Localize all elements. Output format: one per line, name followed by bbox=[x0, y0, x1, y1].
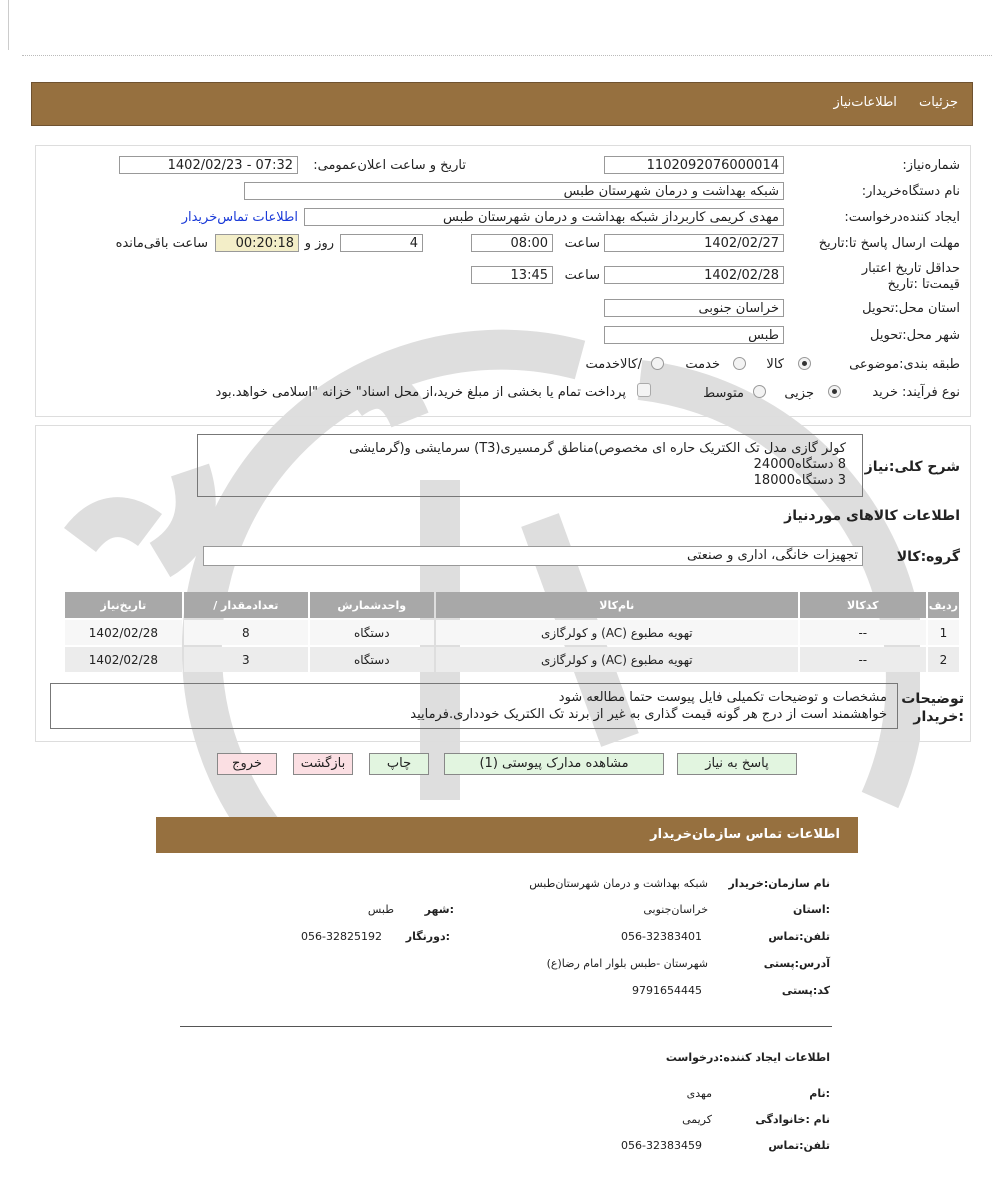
org-value: شبکه بهداشت و درمان شهرستان‌طبس bbox=[529, 877, 708, 890]
days-label: روز و bbox=[304, 236, 334, 251]
buyer-contact-bar bbox=[156, 817, 858, 853]
cell-unit: دستگاه bbox=[310, 647, 434, 672]
category-goods-label: کالا bbox=[766, 357, 784, 372]
print-button[interactable]: چاپ bbox=[369, 753, 429, 775]
province-field: خراسان جنوبی bbox=[604, 299, 784, 317]
remaining-label: ساعت باقی‌مانده bbox=[115, 236, 208, 251]
validity-date-field: 1402/02/28 bbox=[604, 266, 784, 284]
requester-field: مهدی کریمی کاربرداز شبکه بهداشت و درمان شهرستان طبس bbox=[304, 208, 784, 226]
description-label: شرح کلی:نیاز bbox=[864, 459, 960, 475]
contact-postal-value: 9791654445 bbox=[632, 984, 702, 997]
buyer-org-label: نام دستگاه‌خریدار: bbox=[861, 184, 960, 199]
contact-phone-label: تلفن:تماس bbox=[768, 930, 830, 943]
deadline-date-field: 1402/02/27 bbox=[604, 234, 784, 252]
validity-time-label: ساعت bbox=[564, 268, 600, 283]
creator-last-name-label: نام :خانوادگی bbox=[755, 1113, 830, 1126]
province-label: استان محل:تحویل bbox=[862, 301, 960, 316]
contact-address-value: شهرستان -طبس بلوار امام رضا(ع) bbox=[546, 957, 708, 970]
buyer-notes-box bbox=[50, 683, 898, 729]
cell-code: -- bbox=[800, 620, 926, 645]
page-header-bar bbox=[31, 82, 973, 126]
contact-divider bbox=[180, 1026, 832, 1027]
cell-unit: دستگاه bbox=[310, 620, 434, 645]
cell-quantity: 3 bbox=[184, 647, 308, 672]
tab-need-info[interactable]: اطلاعات‌نیاز bbox=[833, 95, 897, 110]
cell-need-date: 1402/02/28 bbox=[65, 647, 182, 672]
buyer-contact-title: اطلاعات تماس سازمان‌خریدار bbox=[650, 827, 840, 842]
col-row: ردیف bbox=[928, 592, 959, 618]
description-line-1: کولر گازی مدل تک الکتریک حاره ای مخصوص)مناطق گرمسیری(T3) سرمایشی و(گرمایشی bbox=[349, 441, 846, 456]
col-code: کدکالا bbox=[800, 592, 926, 618]
exit-button[interactable]: خروج bbox=[217, 753, 277, 775]
description-box bbox=[197, 434, 863, 497]
col-unit: واحدشمارش bbox=[310, 592, 434, 618]
contact-city-label: :شهر bbox=[424, 903, 454, 916]
goods-group-label: گروه:کالا bbox=[896, 549, 960, 565]
days-field: 4 bbox=[340, 234, 423, 252]
goods-group-field: تجهیزات خانگی، اداری و صنعتی bbox=[203, 546, 863, 566]
buyer-contact-link[interactable]: اطلاعات تماس‌خریدار bbox=[181, 210, 298, 225]
cell-need-date: 1402/02/28 bbox=[65, 620, 182, 645]
description-line-2: 8 دستگاه24000 bbox=[753, 457, 846, 472]
cell-quantity: 8 bbox=[184, 620, 308, 645]
process-minor-label: جزیی bbox=[784, 386, 814, 401]
validity-time-field: 13:45 bbox=[471, 266, 553, 284]
contact-province-value: خراسان‌جنوبی bbox=[643, 903, 708, 916]
announce-label: تاریخ و ساعت اعلان‌عمومی: bbox=[313, 158, 466, 173]
category-service-label: خدمت bbox=[685, 357, 720, 372]
goods-table-header bbox=[65, 592, 959, 618]
buyer-org-field: شبکه بهداشت و درمان شهرستان طبس bbox=[244, 182, 784, 200]
reply-button[interactable]: پاسخ به نیاز bbox=[677, 753, 797, 775]
contact-fax-label: :دورنگار bbox=[405, 930, 450, 943]
contact-phone-value: 056-32383401 bbox=[621, 930, 702, 943]
tab-details[interactable]: جزئیات bbox=[919, 95, 958, 110]
deadline-time-label: ساعت bbox=[564, 236, 600, 251]
category-goods-service-label: /کالاخدمت bbox=[585, 357, 642, 372]
buyer-notes-label-line1: توضیحات bbox=[901, 691, 964, 707]
table-row bbox=[65, 620, 959, 645]
goods-section-title: اطلاعات کالاهای مورد‌نیاز bbox=[784, 508, 960, 524]
deadline-label: مهلت ارسال پاسخ تا:تاریخ bbox=[818, 236, 960, 251]
col-name: نام‌کالا bbox=[436, 592, 798, 618]
table-row bbox=[65, 647, 959, 672]
top-divider bbox=[22, 55, 992, 56]
cell-row: 2 bbox=[928, 647, 959, 672]
category-service-radio[interactable] bbox=[733, 357, 746, 370]
creator-title: اطلاعات ایجاد کننده:درخواست bbox=[665, 1051, 830, 1064]
need-number-field: 1102092076000014 bbox=[604, 156, 784, 174]
creator-last-name-value: کریمی bbox=[682, 1113, 712, 1126]
goods-table bbox=[63, 590, 961, 674]
process-medium-radio[interactable] bbox=[753, 385, 766, 398]
cell-name: تهویه مطبوع (AC) و کولرگازی bbox=[436, 647, 798, 672]
process-buy-label: خرید bbox=[872, 385, 898, 400]
contact-address-label: آدرس:پستی bbox=[763, 957, 830, 970]
category-label: طبقه بندی:موضوعی bbox=[849, 357, 960, 372]
col-need-date: تاریخ‌نیاز bbox=[65, 592, 182, 618]
city-field: طبس bbox=[604, 326, 784, 344]
cell-code: -- bbox=[800, 647, 926, 672]
city-label: شهر محل:تحویل bbox=[870, 328, 960, 343]
back-button[interactable]: بازگشت bbox=[293, 753, 353, 775]
buyer-notes-line-2: خواهشمند است از درج هر گونه قیمت گذاری به غیر از برند تک الکتریک خودداری.فرمایید bbox=[410, 707, 887, 722]
process-label: نوع فرآیند: bbox=[902, 385, 960, 400]
contact-province-label: :استان bbox=[793, 903, 830, 916]
process-medium-label: متوسط bbox=[703, 386, 744, 401]
validity-label: حداقل تاریخ اعتبار قیمت‌تا :تاریخ bbox=[861, 261, 960, 292]
contact-postal-label: کد:پستی bbox=[781, 984, 830, 997]
announce-field: 1402/02/23 - 07:32 bbox=[119, 156, 298, 174]
category-goods-radio[interactable] bbox=[798, 357, 811, 370]
org-label: نام سازمان:خریدار bbox=[728, 877, 830, 890]
col-quantity: تعداد‌مقدار / bbox=[184, 592, 308, 618]
cell-name: تهویه مطبوع (AC) و کولرگازی bbox=[436, 620, 798, 645]
requester-label: ایجاد کننده‌درخواست: bbox=[844, 210, 960, 225]
creator-phone-value: 056-32383459 bbox=[621, 1139, 702, 1152]
need-number-label: شماره‌نیاز: bbox=[902, 158, 960, 173]
contact-fax-value: 056-32825192 bbox=[301, 930, 382, 943]
description-line-3: 3 دستگاه18000 bbox=[753, 473, 846, 488]
process-minor-radio[interactable] bbox=[828, 385, 841, 398]
view-attachments-button[interactable]: مشاهده مدارک پیوستی (1) bbox=[444, 753, 664, 775]
buyer-notes-line-1: مشخصات و توضیحات تکمیلی فایل پیوست حتما مطالعه شود bbox=[558, 690, 887, 705]
deadline-time-field: 08:00 bbox=[471, 234, 553, 252]
contact-city-value: طبس bbox=[367, 903, 394, 916]
buyer-notes-label bbox=[901, 690, 964, 726]
creator-first-name-value: مهدی bbox=[686, 1087, 712, 1100]
treasury-payment-checkbox[interactable] bbox=[637, 383, 651, 397]
buyer-notes-label-line2: :خریدار bbox=[913, 709, 964, 725]
cell-row: 1 bbox=[928, 620, 959, 645]
creator-phone-label: تلفن:تماس bbox=[768, 1139, 830, 1152]
creator-first-name-label: :نام bbox=[809, 1087, 830, 1100]
remaining-time-field: 00:20:18 bbox=[215, 234, 299, 252]
treasury-payment-text: پرداخت تمام یا بخشی از مبلغ خرید،از محل اسناد" خزانه "اسلامی خواهد.بود bbox=[215, 385, 626, 400]
category-goods-service-radio[interactable] bbox=[651, 357, 664, 370]
left-edge-line bbox=[8, 0, 9, 50]
